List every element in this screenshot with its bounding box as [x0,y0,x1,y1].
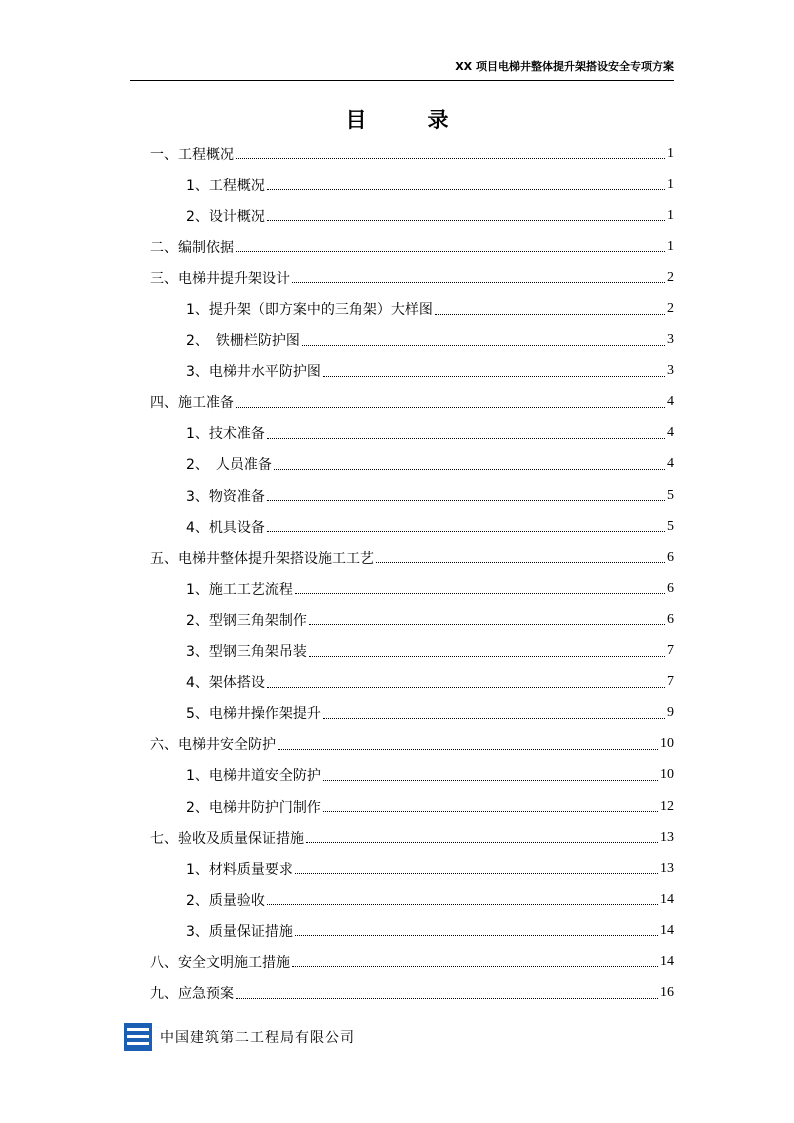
toc-section-entry[interactable] [150,262,674,293]
toc-dot-leader [302,345,665,346]
toc-entry-text: 4、机具设备 [186,519,265,536]
toc-entry-text: 1、施工工艺流程 [186,581,293,598]
toc-dot-leader [236,251,665,252]
toc-page-number: 13 [660,829,674,845]
toc-dot-leader [309,624,665,625]
toc-page-number: 1 [667,207,674,223]
toc-page-number: 13 [660,860,674,876]
toc-dot-leader [295,873,658,874]
toc-entry-text: 1、电梯井道安全防护 [186,768,321,785]
toc-page-number: 9 [667,705,674,721]
toc-section-entry[interactable] [150,387,674,418]
toc-section-entry[interactable] [150,946,674,977]
toc-page-number: 1 [667,238,674,254]
toc-dot-leader [376,562,665,563]
toc-entry-text: 1、提升架（即方案中的三角架）大样图 [186,302,433,319]
toc-subsection-entry[interactable] [150,853,674,884]
toc-page-number: 2 [667,269,674,285]
toc-title: 目 录 [345,108,469,132]
toc-page-number: 14 [660,891,674,907]
toc-entry-text: 八、安全文明施工措施 [150,954,290,971]
toc-subsection-entry[interactable] [150,604,674,635]
toc-dot-leader [267,500,665,501]
toc-subsection-entry[interactable] [150,791,674,822]
toc-subsection-entry[interactable] [150,480,674,511]
toc-entry-text: 四、施工准备 [150,395,234,412]
toc-page-number: 16 [660,985,674,1001]
toc-subsection-entry[interactable] [150,667,674,698]
toc-page-number: 6 [667,580,674,596]
toc-subsection-entry[interactable] [150,884,674,915]
toc-subsection-entry[interactable] [150,449,674,480]
toc-dot-leader [278,749,658,750]
toc-subsection-entry[interactable] [150,636,674,667]
page-footer [124,1023,355,1051]
toc-page-number: 4 [667,456,674,472]
toc-page-number: 6 [667,611,674,627]
table-of-contents [150,138,674,1009]
toc-dot-leader [306,842,658,843]
toc-page-number: 14 [660,922,674,938]
toc-entry-text: 3、型钢三角架吊装 [186,644,307,661]
toc-dot-leader [292,282,665,283]
toc-dot-leader [267,438,665,439]
toc-subsection-entry[interactable] [150,573,674,604]
toc-entry-text: 九、应急预案 [150,986,234,1003]
toc-dot-leader [267,904,658,905]
toc-entry-text: 3、电梯井水平防护图 [186,364,321,381]
toc-page-number: 7 [667,674,674,690]
page-header [130,56,674,81]
toc-dot-leader [267,220,665,221]
toc-subsection-entry[interactable] [150,915,674,946]
toc-entry-text: 三、电梯井提升架设计 [150,270,290,287]
toc-entry-text: 2、型钢三角架制作 [186,612,307,629]
toc-subsection-entry[interactable] [150,325,674,356]
toc-dot-leader [323,718,665,719]
toc-dot-leader [295,935,658,936]
toc-section-entry[interactable] [150,729,674,760]
toc-dot-leader [323,780,658,781]
toc-dot-leader [236,158,665,159]
toc-dot-leader [236,407,665,408]
toc-dot-leader [323,376,665,377]
toc-entry-text: 二、编制依据 [150,239,234,256]
toc-dot-leader [267,687,665,688]
toc-entry-text: 六、电梯井安全防护 [150,737,276,754]
toc-subsection-entry[interactable] [150,760,674,791]
toc-page-number: 12 [660,798,674,814]
toc-section-entry[interactable] [150,822,674,853]
toc-page-number: 3 [667,332,674,348]
toc-dot-leader [309,656,665,657]
toc-dot-leader [292,966,658,967]
toc-dot-leader [267,189,665,190]
toc-entry-text: 2、设计概况 [186,208,265,225]
toc-subsection-entry[interactable] [150,511,674,542]
toc-section-entry[interactable] [150,138,674,169]
toc-section-entry[interactable] [150,231,674,262]
toc-page-number: 3 [667,363,674,379]
header-title: XX 项目电梯井整体提升架搭设安全专项方案 [455,60,674,73]
toc-page-number: 4 [667,425,674,441]
toc-entry-text: 2、电梯井防护门制作 [186,799,321,816]
toc-entry-text: 2、 铁栅栏防护图 [186,333,300,350]
toc-page-number: 10 [660,767,674,783]
toc-dot-leader [267,531,665,532]
toc-subsection-entry[interactable] [150,418,674,449]
toc-page-number: 5 [667,518,674,534]
toc-entry-text: 2、 人员准备 [186,457,272,474]
toc-entry-text: 五、电梯井整体提升架搭设施工工艺 [150,550,374,567]
toc-entry-text: 七、验收及质量保证措施 [150,830,304,847]
toc-subsection-entry[interactable] [150,356,674,387]
toc-entry-text: 1、工程概况 [186,177,265,194]
cscec-logo-icon [124,1023,152,1051]
toc-page-number: 1 [667,176,674,192]
toc-page-number: 10 [660,736,674,752]
toc-page-number: 1 [667,145,674,161]
toc-section-entry[interactable] [150,542,674,573]
toc-page-number: 6 [667,549,674,565]
toc-dot-leader [236,998,658,999]
toc-entry-text: 3、质量保证措施 [186,923,293,940]
company-name: 中国建筑第二工程局有限公司 [160,1030,355,1046]
toc-subsection-entry[interactable] [150,698,674,729]
toc-dot-leader [323,811,658,812]
toc-subsection-entry[interactable] [150,293,674,324]
toc-entry-text: 2、质量验收 [186,892,265,909]
toc-page-number: 7 [667,643,674,659]
toc-dot-leader [295,593,665,594]
toc-section-entry[interactable] [150,978,674,1009]
toc-entry-text: 3、物资准备 [186,488,265,505]
toc-entry-text: 一、工程概况 [150,146,234,163]
toc-entry-text: 1、技术准备 [186,426,265,443]
toc-entry-text: 5、电梯井操作架提升 [186,706,321,723]
toc-dot-leader [435,314,665,315]
toc-subsection-entry[interactable] [150,200,674,231]
toc-entry-text: 4、架体搭设 [186,675,265,692]
toc-page-number: 4 [667,394,674,410]
toc-page-number: 14 [660,953,674,969]
toc-dot-leader [274,469,665,470]
toc-subsection-entry[interactable] [150,169,674,200]
toc-page-number: 5 [667,487,674,503]
toc-page-number: 2 [667,301,674,317]
toc-entry-text: 1、材料质量要求 [186,861,293,878]
